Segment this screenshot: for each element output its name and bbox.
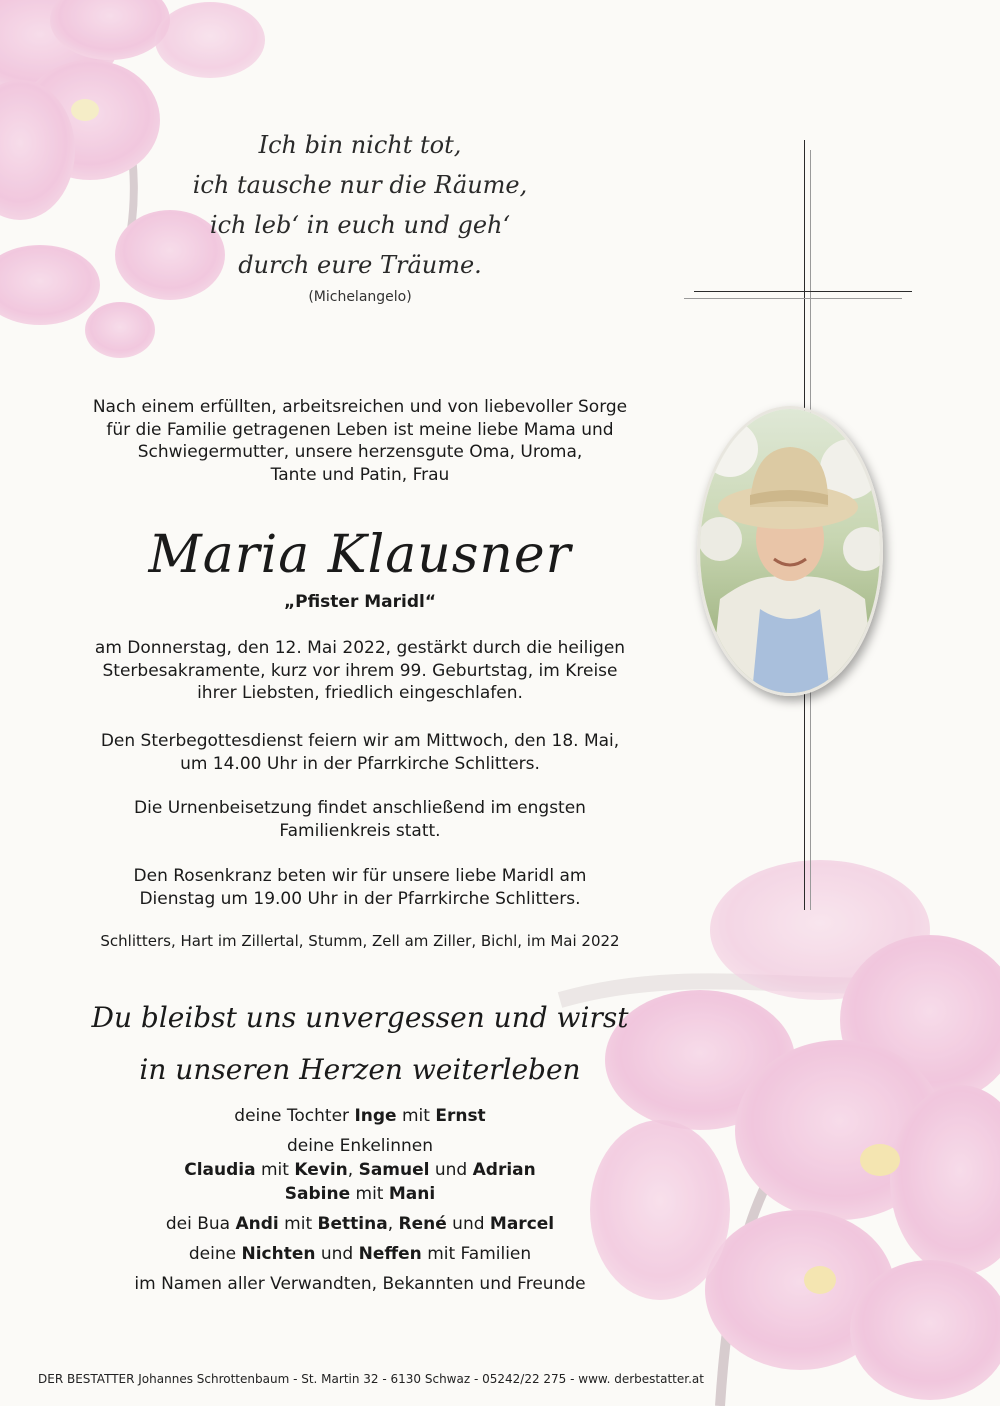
- text: mit: [278, 1214, 318, 1234]
- intro-line: Nach einem erfüllten, arbeitsreichen und von liebevoller Sorge: [92, 397, 628, 417]
- motto-line: Du bleibst uns unvergessen und wirst: [91, 1001, 629, 1034]
- intro-text: [60, 396, 660, 486]
- funeral-service-notice: [60, 730, 660, 775]
- rosary-line: Den Rosenkranz beten wir für unsere liebe Maridl am: [133, 866, 587, 886]
- mourners-list: [60, 1104, 660, 1296]
- text: deine Tochter: [234, 1106, 355, 1126]
- poem-line: ich tausche nur die Räume,: [192, 171, 528, 199]
- urn-line: Familienkreis statt.: [279, 820, 441, 841]
- rosary-notice: [60, 865, 660, 910]
- portrait-photo: [697, 406, 883, 696]
- memorial-motto: [60, 992, 660, 1096]
- name: Marcel: [489, 1214, 555, 1234]
- name: Claudia: [184, 1160, 256, 1180]
- text: und: [429, 1160, 473, 1180]
- text: mit: [396, 1106, 436, 1126]
- text: deine: [188, 1244, 242, 1264]
- name: Mani: [388, 1184, 436, 1204]
- death-line: Sterbesakramente, kurz vor ihrem 99. Geburtstag, im Kreise: [102, 660, 618, 681]
- name: Ernst: [435, 1106, 486, 1126]
- intro-line: Tante und Patin, Frau: [270, 464, 450, 485]
- intro-line: Schwiegermutter, unsere herzensgute Oma, Uroma,: [137, 442, 583, 462]
- motto-line: in unseren Herzen weiterleben: [139, 1053, 581, 1086]
- undertaker-footer: DER BESTATTER Johannes Schrottenbaum - St. Martin 32 - 6130 Schwaz - 05242/22 275 - www. derbestatter.at: [38, 1372, 704, 1386]
- mourner-relatives: [60, 1242, 660, 1266]
- poem-line: durch eure Träume.: [238, 251, 482, 279]
- name: Andi: [235, 1214, 279, 1234]
- poem-author: (Michelangelo): [308, 289, 412, 305]
- mourner-grandchildren-1: [60, 1158, 660, 1182]
- name: Kevin: [294, 1160, 348, 1180]
- name: René: [398, 1214, 447, 1234]
- name: Inge: [354, 1106, 397, 1126]
- deceased-name: Maria Klausner: [148, 525, 572, 585]
- text: mit Familien: [421, 1244, 532, 1264]
- name: Nichten: [241, 1244, 316, 1264]
- death-notice: [60, 637, 660, 705]
- mourner-daughter: [60, 1104, 660, 1128]
- name: Adrian: [472, 1160, 536, 1180]
- place-date: Schlitters, Hart im Zillertal, Stumm, Zell am Ziller, Bichl, im Mai 2022: [100, 932, 620, 950]
- deceased-nickname: „Pfister Maridl“: [283, 592, 437, 612]
- name: Bettina: [317, 1214, 388, 1234]
- name: Samuel: [358, 1160, 430, 1180]
- poem: [60, 125, 660, 285]
- intro-line: für die Familie getragenen Leben ist meine liebe Mama und: [106, 419, 614, 440]
- mourner-brother: [60, 1212, 660, 1236]
- text: ,: [387, 1214, 399, 1234]
- name: Neffen: [358, 1244, 422, 1264]
- death-line: ihrer Liebsten, friedlich eingeschlafen.: [197, 683, 523, 703]
- poem-line: Ich bin nicht tot,: [258, 131, 462, 159]
- text: mit: [350, 1184, 389, 1204]
- mourner-closing: im Namen aller Verwandten, Bekannten und Freunde: [134, 1274, 586, 1294]
- service-line: Den Sterbegottesdienst feiern wir am Mittwoch, den 18. Mai,: [100, 731, 620, 751]
- text: und: [446, 1214, 490, 1234]
- name: Sabine: [284, 1184, 351, 1204]
- rosary-line: Dienstag um 19.00 Uhr in der Pfarrkirche Schlitters.: [139, 888, 581, 909]
- text: dei Bua: [165, 1214, 236, 1234]
- text: ,: [347, 1160, 359, 1180]
- text: und: [315, 1244, 359, 1264]
- urn-line: Die Urnenbeisetzung findet anschließend im engsten: [134, 798, 586, 818]
- poem-line: ich leb‘ in euch und geh‘: [209, 211, 511, 239]
- death-line: am Donnerstag, den 12. Mai 2022, gestärkt durch die heiligen: [94, 638, 626, 658]
- text: mit: [255, 1160, 295, 1180]
- service-line: um 14.00 Uhr in der Pfarrkirche Schlitters.: [180, 753, 540, 774]
- grandchildren-label: deine Enkelinnen: [286, 1136, 434, 1156]
- mourner-grandchildren-2: [60, 1182, 660, 1206]
- urn-burial-notice: [60, 797, 660, 842]
